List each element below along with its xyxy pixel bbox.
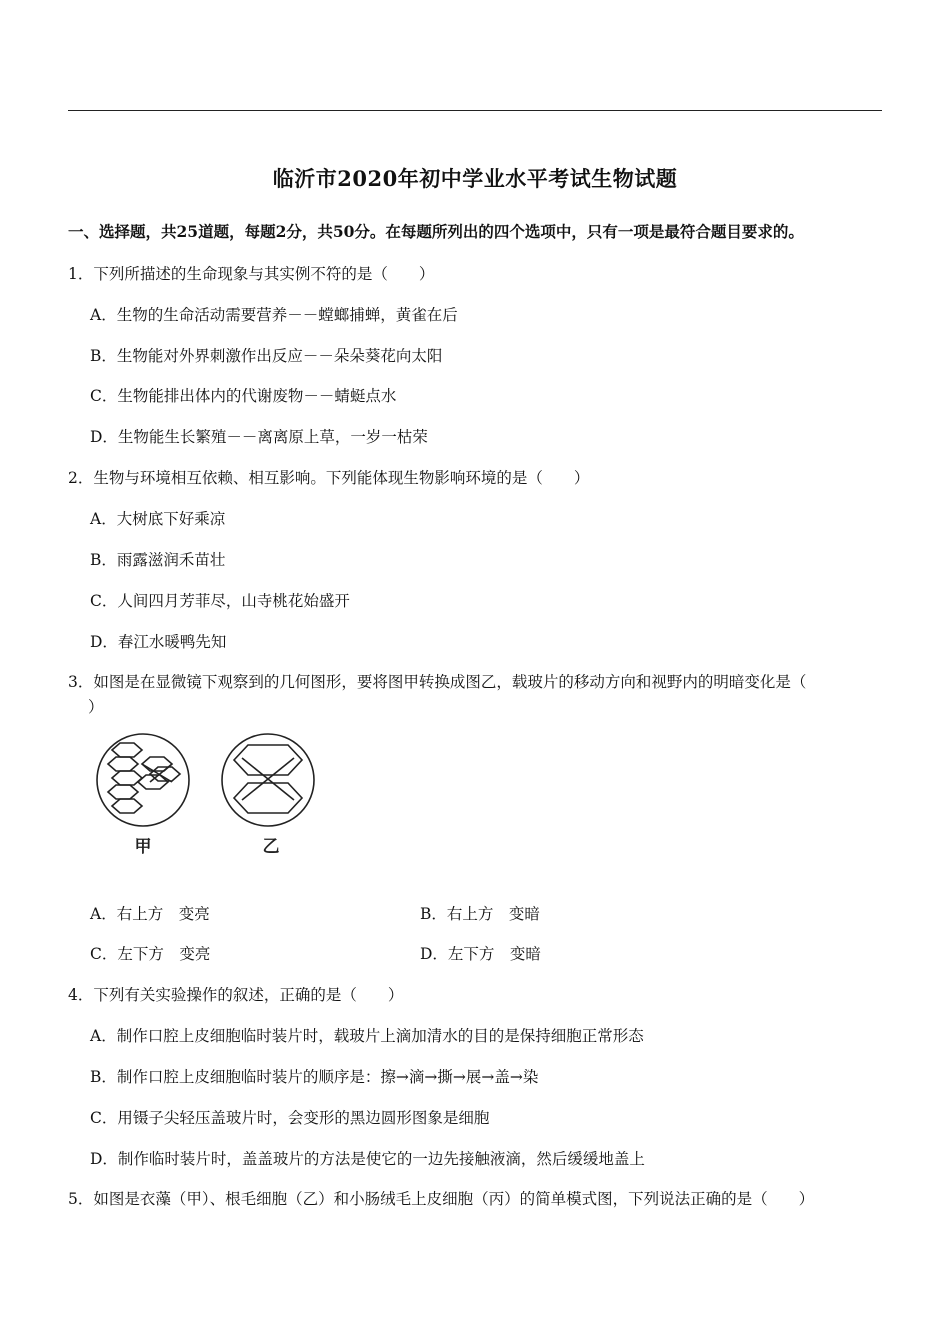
question-4-option-c: C．用镊子尖轻压盖玻片时，会变形的黑边圆形图象是细胞 — [90, 1109, 490, 1127]
microscope-fields-svg — [88, 728, 338, 858]
question-4-option-d: D．制作临时装片时，盖盖玻片的方法是使它的一边先接触液滴，然后缓缓地盖上 — [90, 1150, 645, 1168]
question-1-option-b: B．生物能对外界刺激作出反应－－朵朵葵花向太阳 — [90, 347, 443, 365]
field-jia — [97, 734, 189, 826]
question-4-stem: 4．下列有关实验操作的叙述，正确的是（ ） — [68, 986, 404, 1004]
section-heading: 一、选择题，共25道题，每题2分，共50分。在每题所列出的四个选项中，只有一项是最符合题目要求的。 — [68, 222, 804, 241]
question-3-option-b: B．右上方 变暗 — [420, 905, 540, 923]
question-3-stem: 3．如图是在显微镜下观察到的几何图形，要将图甲转换成图乙，载玻片的移动方向和视野内的明暗变化是（ — [68, 673, 807, 691]
question-1-option-a: A．生物的生命活动需要营养－－螳螂捕蝉，黄雀在后 — [90, 306, 458, 324]
question-1-stem: 1．下列所描述的生命现象与其实例不符的是（ ） — [68, 265, 435, 283]
question-3-option-a: A．右上方 变亮 — [90, 905, 210, 923]
figure-label-jia: 甲 — [134, 837, 152, 857]
question-3-stem-end: ） — [88, 698, 104, 716]
question-5-stem: 5．如图是衣藻（甲）、根毛细胞（乙）和小肠绒毛上皮细胞（丙）的简单模式图，下列说法正确的是（ ） — [68, 1190, 815, 1208]
question-2-option-d: D．春江水暖鸭先知 — [90, 633, 227, 651]
page-title: 临沂市2020年初中学业水平考试生物试题 — [272, 166, 678, 191]
question-4-option-b: B．制作口腔上皮细胞临时装片的顺序是：擦→滴→撕→展→盖→染 — [90, 1068, 539, 1086]
microscope-figure — [88, 728, 338, 858]
hexagon — [112, 799, 142, 813]
question-3-option-d: D．左下方 变暗 — [420, 945, 541, 963]
hexagon — [112, 771, 142, 785]
hexagon — [108, 757, 138, 771]
question-3-option-c: C．左下方 变亮 — [90, 945, 211, 963]
question-1-option-d: D．生物能生长繁殖－－离离原上草，一岁一枯荣 — [90, 428, 428, 446]
question-2-option-b: B．雨露滋润禾苗壮 — [90, 551, 226, 569]
header-rule — [68, 110, 882, 111]
question-2-option-a: A．大树底下好乘凉 — [90, 510, 226, 528]
hexagon — [108, 785, 138, 799]
question-2-option-c: C．人间四月芳菲尽，山寺桃花始盛开 — [90, 592, 350, 610]
figure-label-yi: 乙 — [262, 837, 280, 857]
question-4-option-a: A．制作口腔上皮细胞临时装片时，载玻片上滴加清水的目的是保持细胞正常形态 — [90, 1027, 644, 1045]
field-yi — [222, 734, 314, 826]
hexagon — [112, 743, 142, 757]
question-1-option-c: C．生物能排出体内的代谢废物－－蜻蜓点水 — [90, 387, 397, 405]
question-2-stem: 2．生物与环境相互依赖、相互影响。下列能体现生物影响环境的是（ ） — [68, 469, 590, 487]
field-jia-circle — [97, 734, 189, 826]
